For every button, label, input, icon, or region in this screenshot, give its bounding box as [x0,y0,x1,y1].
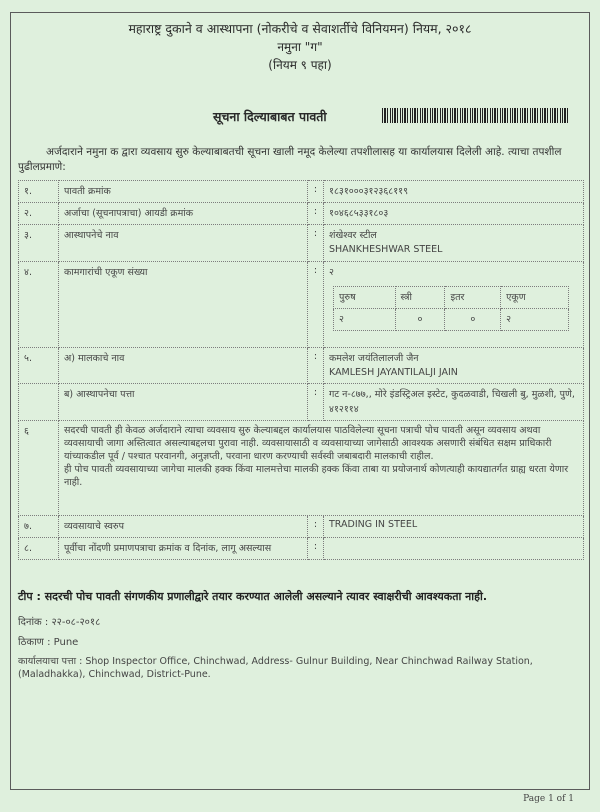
row-label: ब) आस्थापनेचा पत्ता [59,384,308,421]
receipt-number: १८३१०००३१२३६८११९ [324,181,584,203]
page-number: Page 1 of 1 [523,794,574,804]
row-number: १. [19,181,59,203]
row-number: ३. [19,225,59,262]
owner-name [324,348,584,384]
colon: : [308,225,324,262]
form-number: नमुना "ग" [277,40,323,54]
establishment-name-marathi: शंखेश्वर स्टील [329,230,377,241]
colon: : [308,262,324,348]
worker-breakdown-table [333,286,569,331]
row-label: पावती क्रमांक [59,181,308,203]
colon: : [308,516,324,538]
row-label: कामगारांची एकूण संख्या [59,262,308,348]
value-male: २ [334,309,396,331]
row-label: आस्थापनेचे नाव [59,225,308,262]
row-number: ६ [19,421,59,516]
table-row [19,203,584,225]
business-nature: TRADING IN STEEL [324,516,584,538]
table-row [19,421,584,516]
rules-heading: महाराष्ट्र दुकाने व आस्थापना (नोकरीचे व सेवाशर्तीचे विनियमन) नियम, २०१८ [128,21,472,36]
row-number: ७. [19,516,59,538]
value-other: ० [445,309,501,331]
table-row [19,262,584,348]
owner-name-marathi: कमलेश जयंतिलालजी जैन [329,353,419,364]
owner-name-english: KAMLESH JAYANTILALJI JAIN [329,367,458,378]
row-label: व्यवसायाचे स्वरुप [59,516,308,538]
row-number: ४. [19,262,59,348]
value-female: ० [395,309,445,331]
header-male: पुरुष [334,287,396,309]
disclaimer-note [59,421,584,516]
establishment-name [324,225,584,262]
worker-total: २ [329,267,334,278]
row-number: ५. [19,348,59,384]
header-female: स्त्री [395,287,445,309]
previous-registration [324,538,584,560]
worker-value-row [334,309,569,331]
header-other: इतर [445,287,501,309]
colon: : [308,384,324,421]
rule-reference: (नियम ९ पहा) [268,58,332,72]
row-label: अर्जाचा (सूचनापत्राचा) आयडी क्रमांक [59,203,308,225]
header-total: एकूण [501,287,569,309]
value-total: २ [501,309,569,331]
page-title: सूचना दिल्याबाबत पावती [213,109,327,124]
table-row [19,538,584,560]
intro-paragraph: अर्जदाराने नमुना क द्वारा व्यवसाय सुरु केल्याबाबतची सूचना खाली नमूद केलेल्या तपशीलासह या कार्यालयास दिलेली आहे. त्याचा तपशील पुढीलप्रमाणे: [18,146,562,173]
table-row [19,225,584,262]
table-row [19,348,584,384]
disclaimer-text-2: ही पोच पावती व्यवसायाच्या जागेचा मालकी हक्क किंवा मालमत्तेचा मालकी हक्क किंवा ताबा या प्रयोजनार्थ कोणत्याही कायद्यातर्गत ग्राह्य धरता येणार नाही. [64,464,569,488]
issue-date: दिनांक : २२-०८-२०१८ [18,617,101,628]
details-table [18,180,584,560]
disclaimer-text: सदरची पावती ही केवळ अर्जदाराने त्याचा व्यवसाय सुरु केल्याबद्दल कार्यालयास पाठविलेल्या सूचना पत्राची पोच पावती असून व्यवसाय अथवा व्यवसायाची जागा अस्तित्वात असल्याबद्दलचा पुरावा नाही. व्यवसायासाठी व व्यवसायाच्या जागेसाठी आवश्यक असणारी संबंधित सक्षम प्राधिकारी यांच्याकडील पूर्व / पश्चात परवानगी, अनुज्ञप्ती, परवाना धारण करण्याची सर्वस्वी जबाबदारी मालकाची राहील. [64,425,552,462]
colon: : [308,203,324,225]
colon: : [308,348,324,384]
row-label: पूर्वीचा नोंदणी प्रमाणपत्राचा क्रमांक व दिनांक, लागू असल्यास [59,538,308,560]
establishment-address: गट न-८७७,, मोरे इंडस्ट्रिअल इस्टेट, कुदळवाडी, चिखली बु, मुळशी, पुणे, ४१२११४ [324,384,584,421]
establishment-name-english: SHANKHESHWAR STEEL [329,244,443,255]
application-id: १०४६८५३३१८०३ [324,203,584,225]
worker-header-row [334,287,569,309]
issue-place: ठिकाण : Pune [18,637,79,648]
worker-count-cell [324,262,584,348]
row-number [19,384,59,421]
barcode-image [382,108,570,123]
form-header [0,20,600,74]
colon: : [308,538,324,560]
table-row [19,181,584,203]
table-row [19,384,584,421]
colon: : [308,181,324,203]
row-label: अ) मालकाचे नाव [59,348,308,384]
office-address: कार्यालयाचा पत्ता : Shop Inspector Office, Chinchwad, Address- Gulnur Building, Near Chinchwad Railway Station, (Maladhakka), Chinchwad, District-Pune. [18,656,533,680]
row-number: २. [19,203,59,225]
row-number: ८. [19,538,59,560]
tip-note: टीप : सदरची पोच पावती संगणकीय प्रणालीद्वारे तयार करण्यात आलेली असल्याने त्यावर स्वाक्षरीची आवश्यकता नाही. [18,590,488,603]
table-row [19,516,584,538]
